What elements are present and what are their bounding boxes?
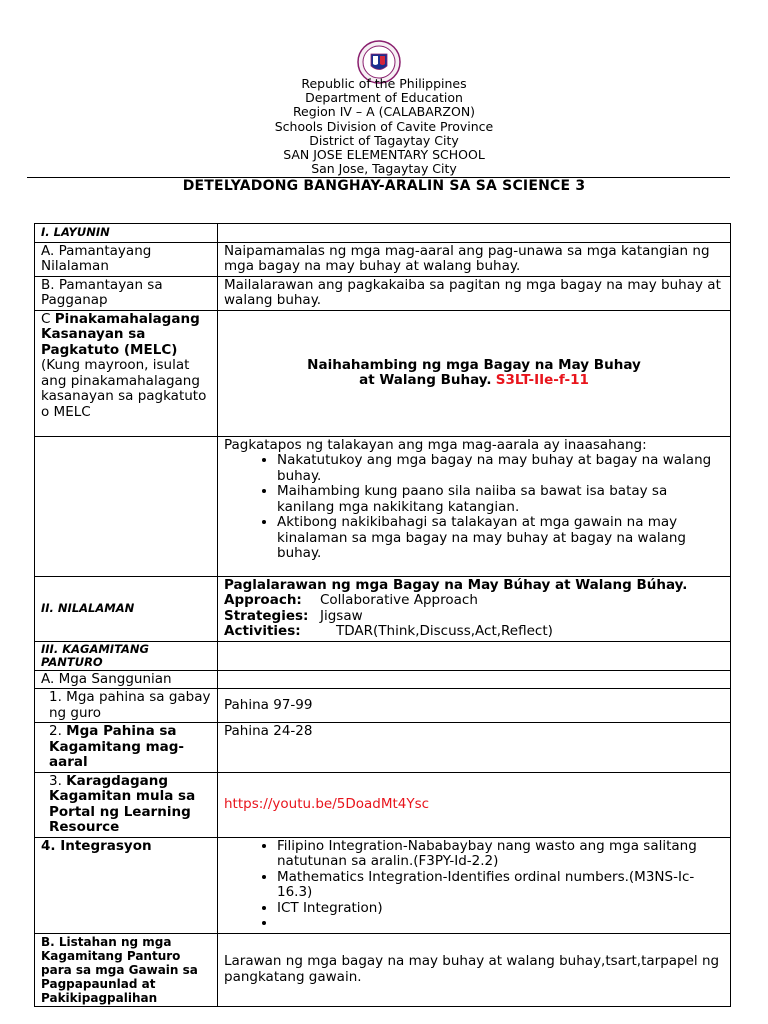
list-item: • Nakatutukoy ang mga bagay na may buhay at bagay na walang buhay. [277, 453, 724, 484]
objectives-cell [218, 436, 731, 576]
strategies-line: Strategies: Jigsaw [224, 607, 363, 624]
section-layunin: I. LAYUNIN [35, 224, 218, 243]
resource-link[interactable]: https://youtu.be/5DoadMt4Ysc [218, 772, 731, 837]
gabay-guro-label: 1. Mga pahina sa gabay ng guro [35, 689, 218, 723]
approach-line: Approach: Collaborative Approach [224, 592, 478, 608]
kagamitang-mag-aaral-label: 2. Mga Pahina sa Kagamitang mag-aaral [35, 723, 218, 773]
lesson-plan-table [34, 223, 731, 1007]
gabay-guro-value: Pahina 97-99 [218, 689, 731, 723]
melc-code: S3LT-IIe-f-11 [495, 372, 589, 388]
melc-label: C Pinakamahalagang Kasanayan sa Pagkatuto (MELC) (Kung mayroon, isulat ang pinakamahalagang kasanayan sa pagkatuto o MELC [35, 310, 218, 436]
document-title: DETELYADONG BANGHAY-ARALIN SA SA SCIENCE 3 [182, 178, 586, 194]
section-nilalaman: II. NILALAMAN [35, 576, 218, 641]
objectives-list [224, 453, 724, 562]
integrasyon-list [224, 839, 724, 932]
nilalaman-cell [218, 576, 731, 641]
melc-value: Naihahambing ng mga Bagay na May Buhay at Walang Buhay. S3LT-IIe-f-11 [218, 310, 731, 436]
listahan-kagamitan-label: B. Listahan ng mga Kagamitang Panturo para sa mga Gawain sa Pagpapaunlad at Pakikipagpalihan [35, 933, 218, 1006]
pamantayan-pagganap-label: B. Pamantayan sa Pagganap [35, 276, 218, 310]
activities-line: Activities: TDAR(Think,Discuss,Act,Reflect) [224, 623, 553, 639]
nilalaman-title: Paglalarawan ng mga Bagay na May Búhay at Walang Búhay. [224, 576, 688, 593]
list-item: • Mathematics Integration-Identifies ordinal numbers.(M3NS-Ic-16.3) [277, 870, 724, 901]
pamantayan-pagganap-value: Mailalarawan ang pagkakaiba sa pagitan ng mga bagay na may buhay at walang buhay. [218, 276, 731, 310]
listahan-kagamitan-value: Larawan ng mga bagay na may buhay at walang buhay,tsart,tarpapel ng pangkatang gawain. [218, 933, 731, 1006]
letterhead-line: Department of Education [305, 90, 463, 106]
empty-cell [218, 224, 731, 243]
empty-cell [35, 436, 218, 576]
letterhead-line: SAN JOSE ELEMENTARY SCHOOL [283, 147, 485, 163]
letterhead [0, 77, 768, 176]
sanggunian-label: A. Mga Sanggunian [35, 670, 218, 689]
list-item: • Maihambing kung paano sila naiiba sa bawat isa batay sa kanilang mga nakikitang katangian. [277, 484, 724, 515]
pamantayang-nilalaman-value: Naipamamalas ng mga mag-aaral ang pag-unawa sa mga katangian ng mga bagay na may buhay at walang buhay. [218, 242, 731, 276]
empty-cell [218, 641, 731, 670]
list-item: • Aktibong nakikibahagi sa talakayan at mga gawain na may kinalaman sa mga bagay na may buhay at bagay na walang buhay. [277, 515, 724, 562]
objectives-intro: Pagkatapos ng talakayan ang mga mag-aarala ay inaasahang: [224, 436, 647, 453]
integrasyon-label: 4. Integrasyon [35, 837, 218, 933]
letterhead-line: Republic of the Philippines [301, 76, 467, 91]
empty-cell [218, 670, 731, 689]
letterhead-line: District of Tagaytay City [309, 132, 459, 148]
kagamitang-mag-aaral-value: Pahina 24-28 [218, 723, 731, 773]
karagdagang-kagamitan-label: 3. Karagdagang Kagamitan mula sa Portal ng Learning Resource [35, 772, 218, 837]
list-item: • Filipino Integration-Nababaybay nang wasto ang mga salitang natutunan sa aralin.(F3PY-Id-2.2) [277, 839, 724, 870]
integrasyon-cell [218, 837, 731, 933]
letterhead-line: Schools Division of Cavite Province [274, 118, 494, 134]
letterhead-line: San Jose, Tagaytay City [311, 161, 457, 177]
section-kagamitan: III. KAGAMITANG PANTURO [35, 641, 218, 670]
letterhead-line: Region IV – A (CALABARZON) [292, 104, 476, 120]
list-item [277, 916, 724, 932]
list-item: • ICT Integration) [277, 901, 724, 917]
pamantayang-nilalaman-label: A. Pamantayang Nilalaman [35, 242, 218, 276]
